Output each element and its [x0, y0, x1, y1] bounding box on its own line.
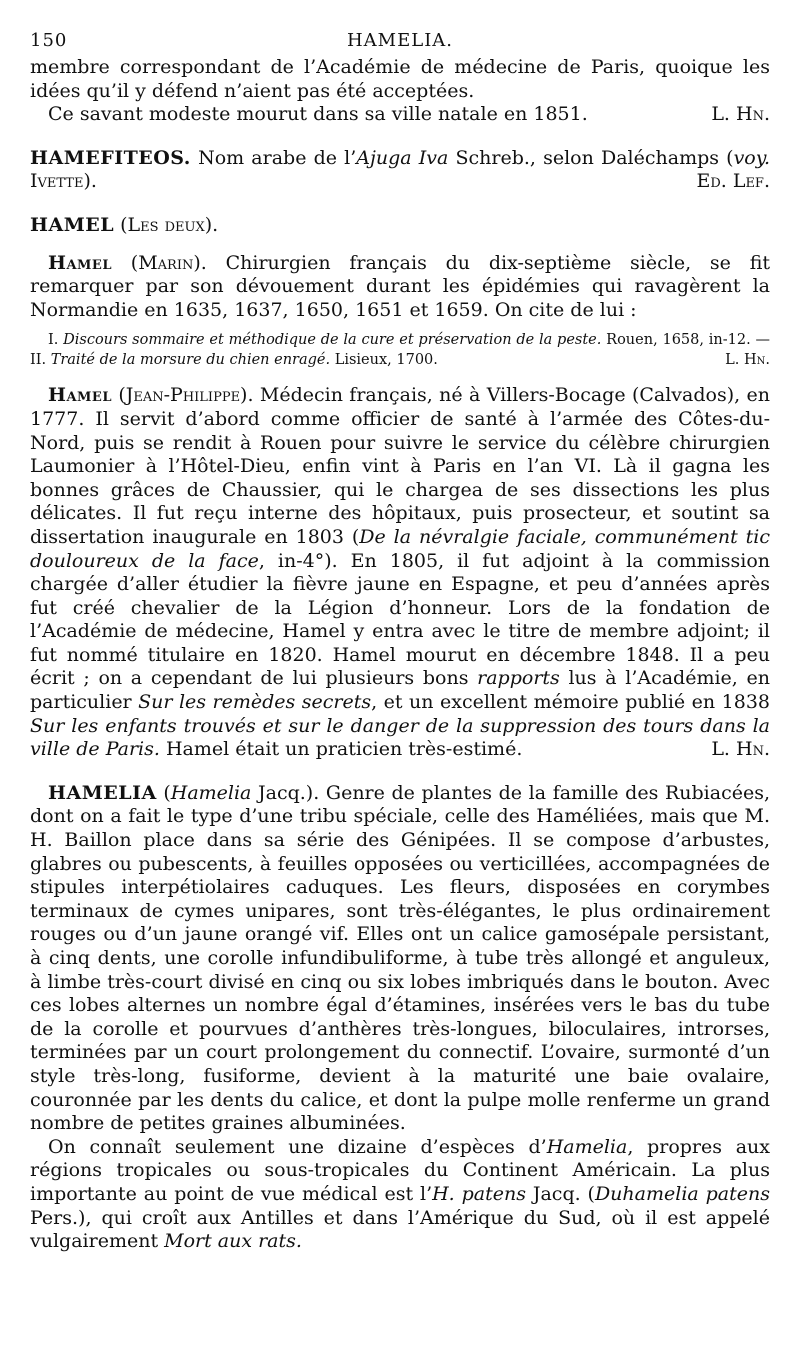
- continuation-closing: [30, 103, 770, 127]
- entry-text: Jacq.). Genre de plantes de la famille des Rubiacées, dont on a fait le type d’une tribu spéciale, celle des Haméliées, mais que M. H. Baillon place dans sa série des Génipées. Il se compose d’arbustes, glabres ou pubescents, à feuilles opposées ou verticillées, accompagnées de stipules interpétiolaires caduques. Les fleurs, disposées en corymbes terminaux de cymes unipares, sont très-élégantes, le plus ordinairement rouges ou d’un jaune orangé vif. Elles ont un calice gamosépale persistant, à cinq dents, une corolle infundibuliforme, à tube très allongé et anguleux, à limbe très-court divisé en cinq ou six lobes imbriqués dans le bouton. Avec ces lobes alternes un nombre égal d’étamines, insérées vers le bas du tube de la corolle et pourvues d’anthères très-longues, biloculaires, introrses, terminées par un court prolongement du connectif. L’ovaire, surmonté d’un style très-long, fusiforme, devient à la maturité une baie ovalaire, couronnée par les dents du calice, et dont la pulpe molle renferme un grand nombre de petites graines albuminées.: [30, 781, 770, 1135]
- species-name: H. patens: [432, 1182, 526, 1205]
- continuation-death: Ce savant modeste mourut dans sa ville natale en 1851.: [48, 103, 588, 126]
- work-info: Rouen, 1658, in-12. — II.: [30, 332, 770, 369]
- entry-text: lus à l’Académie, en particulier: [30, 667, 770, 714]
- continuation-paragraph: [30, 56, 770, 103]
- headword: HAMEFITEOS.: [30, 146, 191, 169]
- genus-name: Hamelia: [546, 1135, 628, 1158]
- cross-reference: Ivette: [30, 170, 84, 193]
- entry-text: ).: [83, 170, 97, 193]
- entry-text: Nom arabe de l’: [190, 146, 357, 169]
- entry-hamel-jean-philippe: [30, 384, 770, 762]
- entry-text: Hamel était un praticien très-estimé.: [159, 738, 523, 761]
- work-title: Discours sommaire et méthodique de la cure et préservation de la peste.: [63, 332, 602, 349]
- species-name: Duhamelia patens: [594, 1182, 770, 1205]
- genus-name: Hamelia: [170, 781, 252, 804]
- entry-text: Jacq. (: [525, 1182, 595, 1205]
- entry-hamelia-species: [30, 1136, 770, 1254]
- headword: Hamel: [48, 251, 112, 274]
- emphasis: rapports: [477, 667, 560, 690]
- continuation-text: membre correspondant de l’Académie de médecine de Paris, quoique les idées qu’il y défend n’aient pas été acceptées.: [30, 56, 770, 102]
- signature: L. Hn.: [711, 103, 770, 126]
- entry-text: , et un excellent mémoire publié en 1838: [371, 691, 770, 714]
- entry-hamefiteos: [30, 147, 770, 194]
- work-title: Traité de la morsure du chien enragé.: [50, 352, 331, 369]
- signature: Ed. Lef.: [696, 170, 770, 193]
- entry-label: (Les deux).: [114, 213, 219, 236]
- entry-text: (: [156, 781, 171, 804]
- entry-text: Schreb., selon Daléchamps (: [448, 146, 734, 169]
- latin-name: Ajuga Iva: [356, 146, 449, 169]
- entry-hamel-les-deux: [30, 214, 770, 238]
- headword: HAMELIA: [48, 781, 157, 804]
- work-title: Sur les remèdes secrets: [138, 691, 372, 714]
- entry-text: Pers.), qui croît aux Antilles et dans l’Amérique du Sud, où il est appelé vulgairement: [30, 1206, 770, 1253]
- entry-hamel-marin: [30, 252, 770, 323]
- headword: Hamel: [48, 384, 112, 407]
- dissertation-title: De la névralgie faciale, communément tic douloureux de la face: [30, 525, 770, 572]
- works-list: [30, 330, 770, 370]
- page-number: 150: [30, 30, 68, 51]
- entry-text: On connaît seulement une dizaine d’espèces d’: [48, 1135, 547, 1158]
- page-header: [30, 30, 770, 56]
- common-name: Mort aux rats.: [164, 1230, 302, 1253]
- headword: HAMEL: [30, 213, 115, 236]
- entry-text: Médecin français, né à Villers-Bocage (Calvados), en 1777. Il servit d’abord comme officier de santé à l’armée des Côtes-du-Nord, puis se rendit à Rouen pour suivre le service du célèbre chirurgien Laumonier à l’Hôtel-Dieu, enfin vint à Paris en l’an VI. Là il gagna les bonnes grâces de Chaussier, qui le chargea de ses dissections les plus délicates. Il fut reçu interne des hôpitaux, puis prosecteur, et soutint sa dissertation inaugurale en 1803 (: [30, 384, 770, 548]
- work-info: Lisieux, 1700.: [330, 352, 438, 369]
- entry-text: , propres aux régions tropicales ou sous-tropicales du Continent Américain. La plus importante au point de vue médical est l’: [30, 1135, 771, 1205]
- work-title: Sur les enfants trouvés et sur le danger de la suppression des tours dans la ville de Paris.: [30, 714, 770, 761]
- signature: L. Hn.: [725, 352, 770, 369]
- work-number: I.: [48, 332, 64, 349]
- entry-label: (Jean-Philippe).: [111, 384, 254, 407]
- signature: L. Hn.: [711, 738, 770, 761]
- running-title: HAMELIA.: [346, 30, 454, 51]
- see-also-abbrev: voy.: [733, 146, 770, 169]
- dictionary-page: [30, 30, 770, 1254]
- entry-text: , in-4°). En 1805, il fut adjoint à la commission chargée d’aller étudier la fièvre jaune en Espagne, et peu d’années après fut créé chevalier de la Légion d’honneur. Lors de la fondation de l’Académie de médecine, Hamel y entra avec le titre de membre adjoint; il fut nommé titulaire en 1820. Hamel mourut en décembre 1848. Il a peu écrit ; on a cependant de lui plusieurs bons: [30, 549, 771, 690]
- entry-text: Chirurgien français du dix-septième siècle, se fit remarquer par son dévouement durant les épidémies qui ravagèrent la Normandie en 1635, 1637, 1650, 1651 et 1659. On cite de lui :: [30, 251, 771, 321]
- entry-hamelia: [30, 782, 770, 1136]
- entry-label: (Marin).: [111, 251, 207, 274]
